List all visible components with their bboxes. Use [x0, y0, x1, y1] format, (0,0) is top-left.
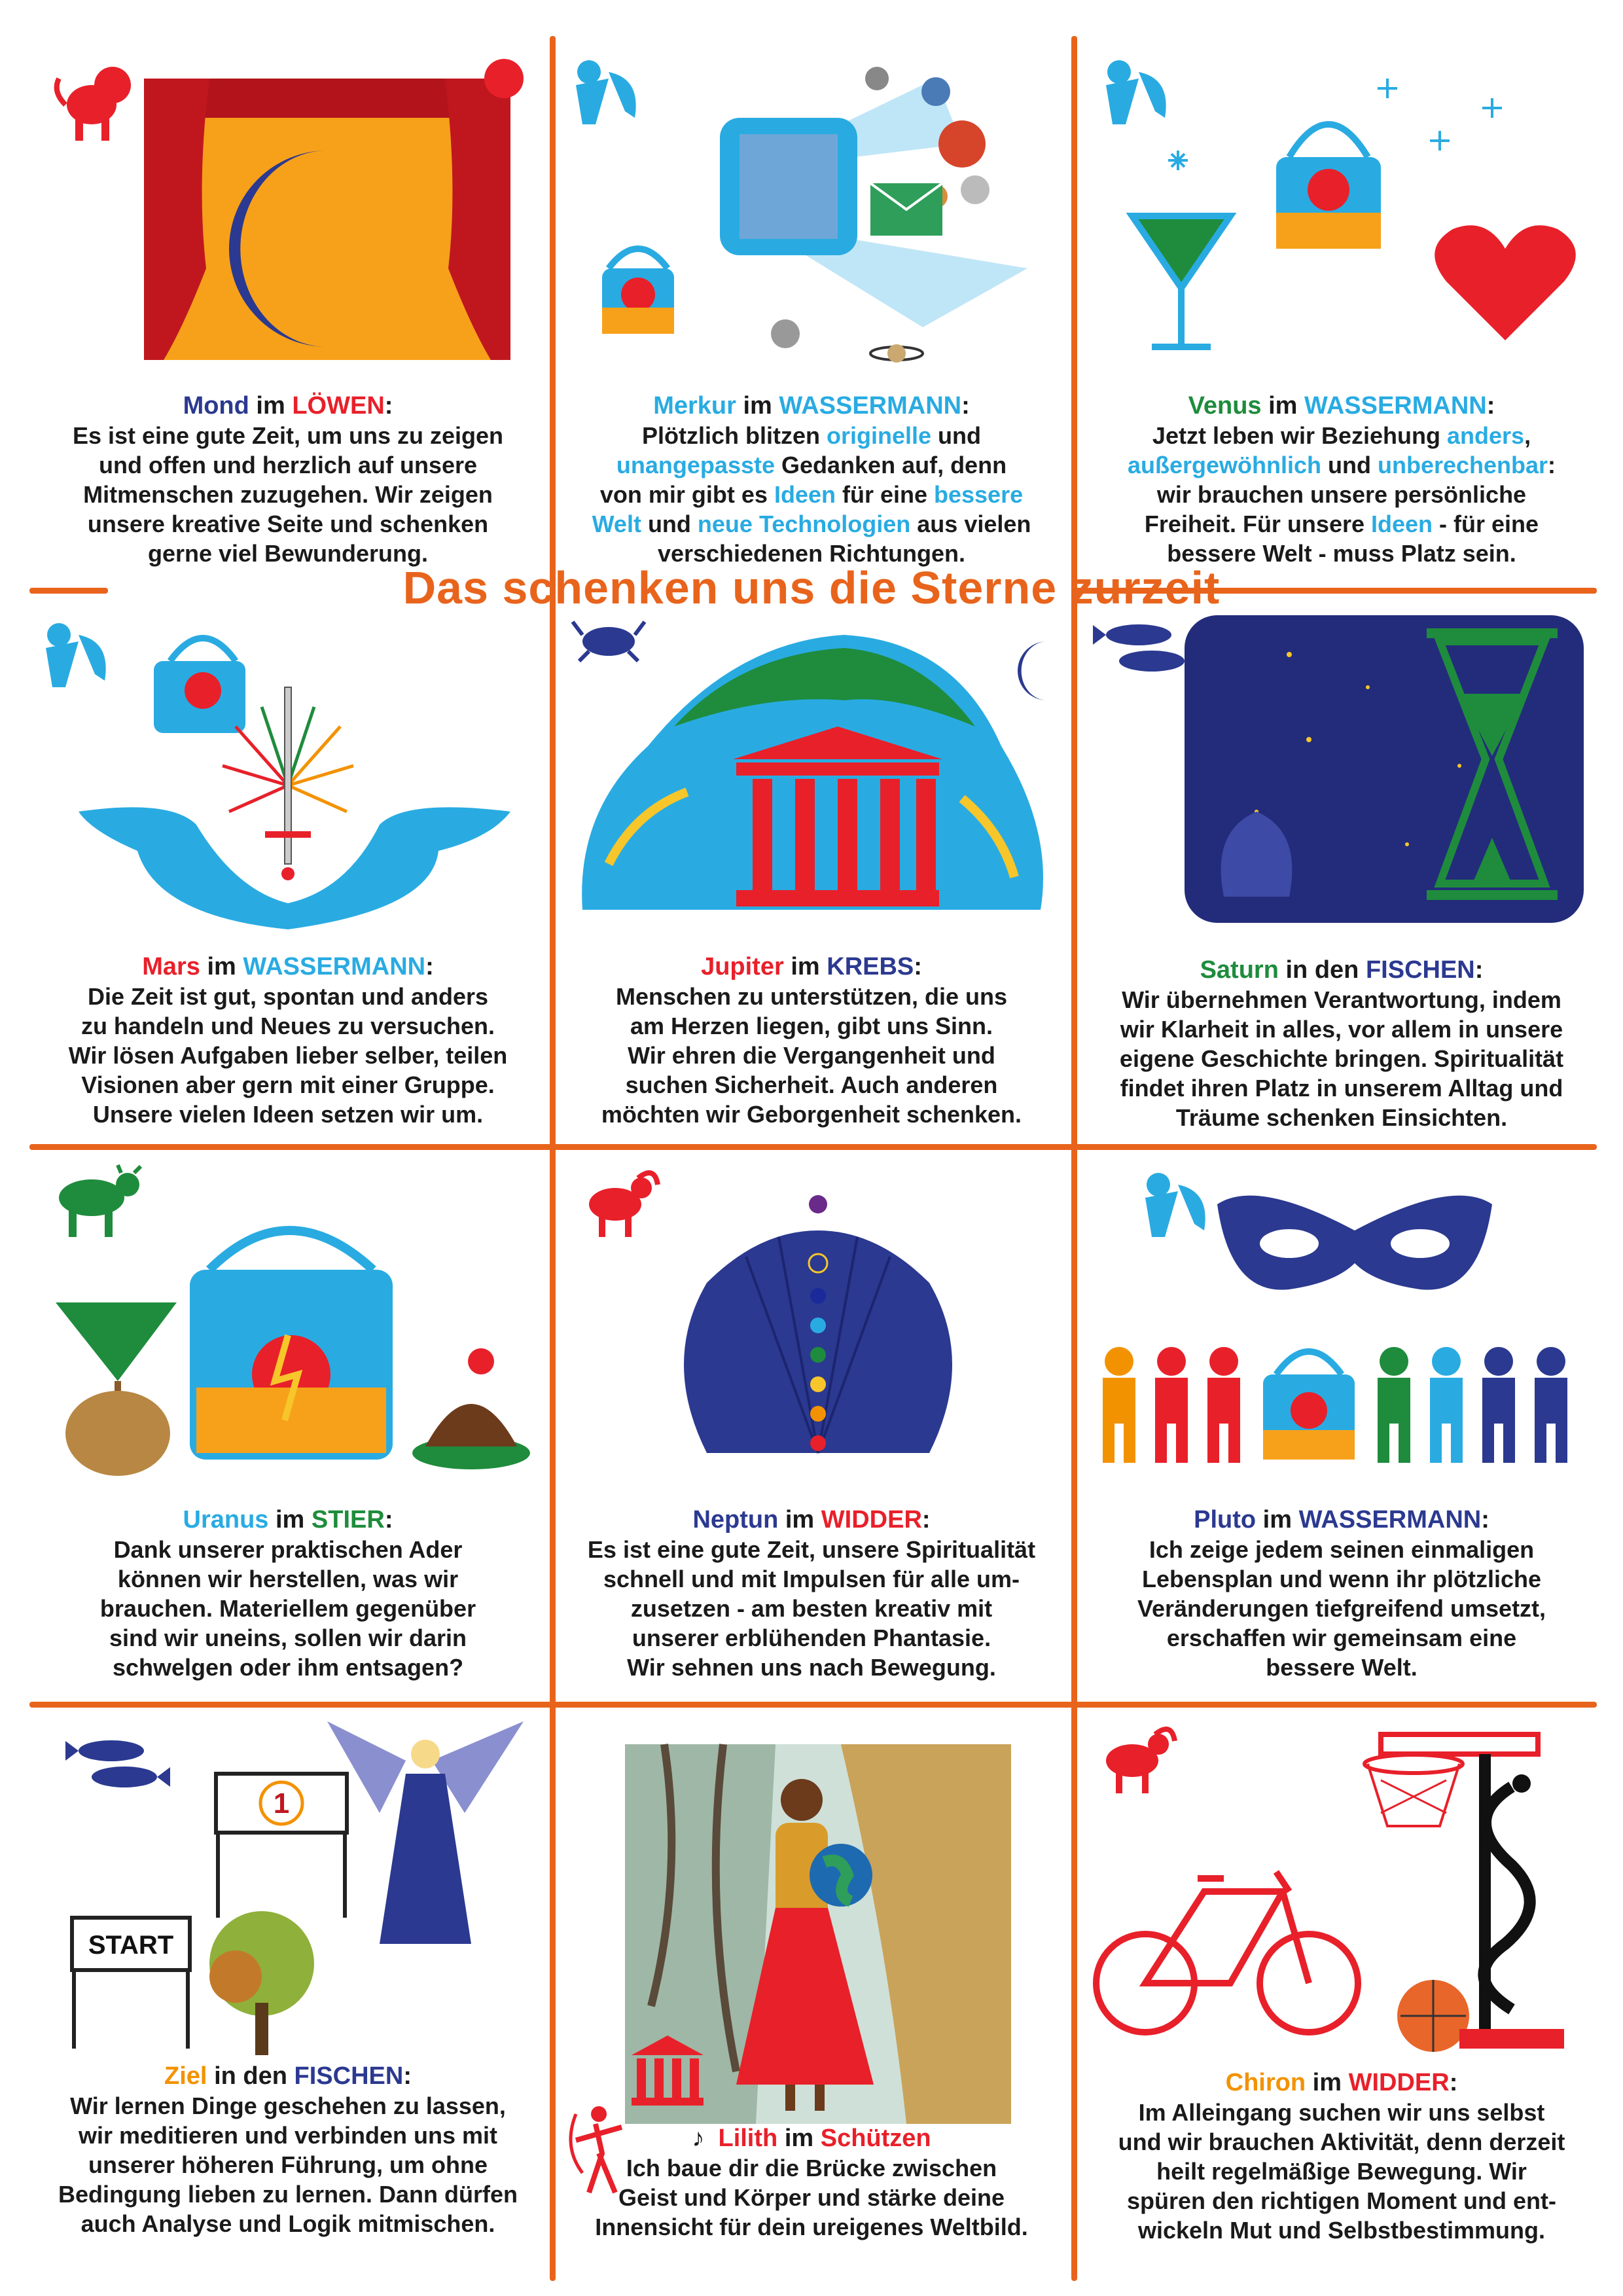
handbag-icon [1276, 124, 1381, 249]
podium-sign [216, 1774, 347, 1918]
line-4: Welt und neue Technologien aus vielen [592, 511, 1031, 537]
divider-vertical-1 [550, 36, 556, 2281]
handbag-icon [190, 1230, 393, 1460]
chakra-crown-dot [809, 1195, 827, 1213]
aquarius-water-bearer-icon [1106, 60, 1166, 124]
crescent-moon-icon [1018, 641, 1047, 700]
start-label: START [88, 1931, 174, 1960]
caption-uranus: Uranus im STIER: Dank unserer praktischen Ader können wir herstellen, was wir brauchen. Materiellem gegenüber sind wir uneins, sollen wir darin schwelgen oder ihm entsagen? [99, 1506, 476, 1681]
uranus-handbag-food-illustration [46, 1165, 537, 1479]
divider-row-3 [29, 1702, 1597, 1708]
line-4: Freiheit. Für unsere Ideen - für eine [1144, 511, 1539, 537]
neptun-shell-chakra-illustration [576, 1165, 1047, 1479]
podium-label: 1 [273, 1787, 290, 1820]
water-splash [79, 807, 510, 929]
caption-mond: Mond im LÖWEN: Es ist eine gute Zeit, um uns zu zeigen und offen und herzlich auf unsere Mitmenschen zuzugehen. Wir zeigen unsere kreative Seite und schenken gerne viel Bewunderung. [72, 392, 504, 567]
people-chain [1103, 1347, 1567, 1463]
caption-pluto: Pluto im WASSERMANN: Ich zeige jedem seinen einmaligen Lebensplan und wenn ihr plötzliche Veränderungen tiefgreifend umsetzt, erschaffen wir gemeinsam eine bessere Welt. [1137, 1506, 1546, 1681]
crab-icon [573, 622, 645, 661]
ziel-start-angel-illustration [39, 1721, 537, 2062]
sword-icon [265, 687, 311, 880]
caption-neptun: Neptun im WIDDER: Es ist eine gute Zeit, unsere Spiritualität schnell und mit Impulsen für alle um- zusetzen - am besten kreativ mit unserer erblühenden Phantasie. Wir sehnen uns nach Bewegung. [587, 1506, 1036, 1681]
bread-icon [65, 1391, 170, 1476]
divider-vertical-2 [1071, 36, 1077, 2281]
divider-row-2 [29, 1144, 1597, 1150]
merkur-planets-illustration [569, 52, 1054, 373]
handbag-icon [602, 249, 674, 334]
line-3: von mir gibt es Ideen für eine bessere [599, 481, 1024, 508]
ram-icon [589, 1173, 658, 1237]
caption-lilith: ♪ Lilith im Schützen Ich baue dir die Brücke zwischen Geist und Körper und stärke deine Innensicht für dein ureigenes Weltbild. [595, 2125, 1028, 2240]
caption-mars: Mars im WASSERMANN: Die Zeit ist gut, spontan und anders zu handeln und Neues zu versuchen. Wir lösen Aufgaben lieber selber, teilen Visionen aber gern mit einer Gruppe. Unsere vielen Ideen setzen wir um. [68, 953, 508, 1128]
sun-burst-icon [484, 59, 524, 98]
ram-icon [1106, 1729, 1175, 1793]
line-2: unangepasste Gedanken auf, denn [616, 452, 1007, 478]
line-2: außergewöhnlich und unberechenbar: [1127, 452, 1556, 478]
angel-icon [327, 1721, 524, 1944]
caption-saturn: Saturn in den FISCHEN: Wir übernehmen Verantwortung, indem wir Klarheit in alles, vor allem in unsere eigene Geschichte bringen. Spiritualität findet ihren Platz in unserem Alltag und Träume schenken Einsichten. [1119, 956, 1564, 1131]
line-5: verschiedenen Richtungen. [657, 540, 966, 567]
start-sign [72, 1918, 190, 2049]
aquarius-water-bearer-icon [576, 60, 636, 124]
aquarius-water-bearer-icon [1145, 1173, 1205, 1237]
handbag-icon [1263, 1352, 1355, 1460]
tree-icon [209, 1911, 314, 2055]
line-1: Plötzlich blitzen originelle und [641, 422, 982, 449]
bicycle-icon [1096, 1872, 1358, 2032]
basketball-hoop-icon [1364, 1734, 1538, 1826]
pisces-fish-icon [1093, 624, 1198, 672]
lilith-woman-globe-painting [625, 1744, 1011, 2124]
music-note-icon: ♪ [692, 2125, 705, 2152]
caption-merkur: Merkur im WASSERMANN: Plötzlich blitzen originelle und unangepasste Gedanken auf, denn von mir gibt es Ideen für eine bessere Welt und neue Technologien aus vielen verschiedenen Richtungen. [560, 391, 1063, 568]
saturn-hourglass-illustration [1093, 615, 1590, 929]
aquarius-water-bearer-icon [46, 623, 106, 687]
line-5: bessere Welt - muss Platz sein. [1167, 540, 1516, 567]
lion-icon [57, 67, 131, 141]
caption-chiron: Chiron im WIDDER: Im Alleingang suchen wir uns selbst und wir brauchen Aktivität, denn derzeit heilt regelmäßige Bewegung. Wir spüren den richtigen Moment und ent- wickeln Mut und Selbstbestimmung. [1118, 2069, 1565, 2244]
mask-icon [1217, 1196, 1492, 1290]
line-1: Jetzt leben wir Beziehung anders, [1152, 422, 1531, 449]
heart-icon [1435, 225, 1576, 340]
caption-venus: Venus im WASSERMANN: Jetzt leben wir Beziehung anders, außergewöhnlich und unberechenbar: wir brauchen unsere persönliche Freiheit. Für unsere Ideen - für eine bessere Welt - muss Platz sein. [1083, 391, 1600, 568]
caption-ziel: Ziel in den FISCHEN: Wir lernen Dinge geschehen zu lassen, wir meditieren und verbinden uns mit unserer höheren Führung, um ohne Bedingung lieben zu lernen. Dann dürfen auch Analyse und Logik mitmischen. [58, 2062, 518, 2237]
jupiter-temple-cave-illustration [569, 615, 1054, 923]
caption-jupiter: Jupiter im KREBS: Menschen zu unterstützen, die uns am Herzen liegen, gibt uns Sinn. Wir ehren die Vergangenheit und suchen Sicherheit. Auch anderen möchten wir Geborgenheit schenken. [601, 953, 1022, 1128]
cake-icon [412, 1348, 530, 1469]
caduceus-icon [1479, 1754, 1531, 2042]
mars-fireworks-illustration [39, 615, 537, 929]
line-3: wir brauchen unsere persönliche [1156, 481, 1527, 508]
cocktail-glass-icon [1132, 216, 1230, 288]
cocktail-glass-icon [56, 1302, 177, 1381]
venus-cocktail-heart-illustration [1099, 52, 1584, 367]
handbag-icon [154, 638, 245, 733]
lion-theater-illustration [52, 52, 524, 367]
chiron-bicycle-basketball-illustration [1093, 1721, 1590, 2055]
pluto-mask-people-illustration [1086, 1165, 1590, 1473]
page-title: Das schenken uns die Sterne zurzeit [402, 562, 1221, 613]
pisces-fish-icon [65, 1740, 170, 1787]
bull-icon [59, 1165, 141, 1237]
